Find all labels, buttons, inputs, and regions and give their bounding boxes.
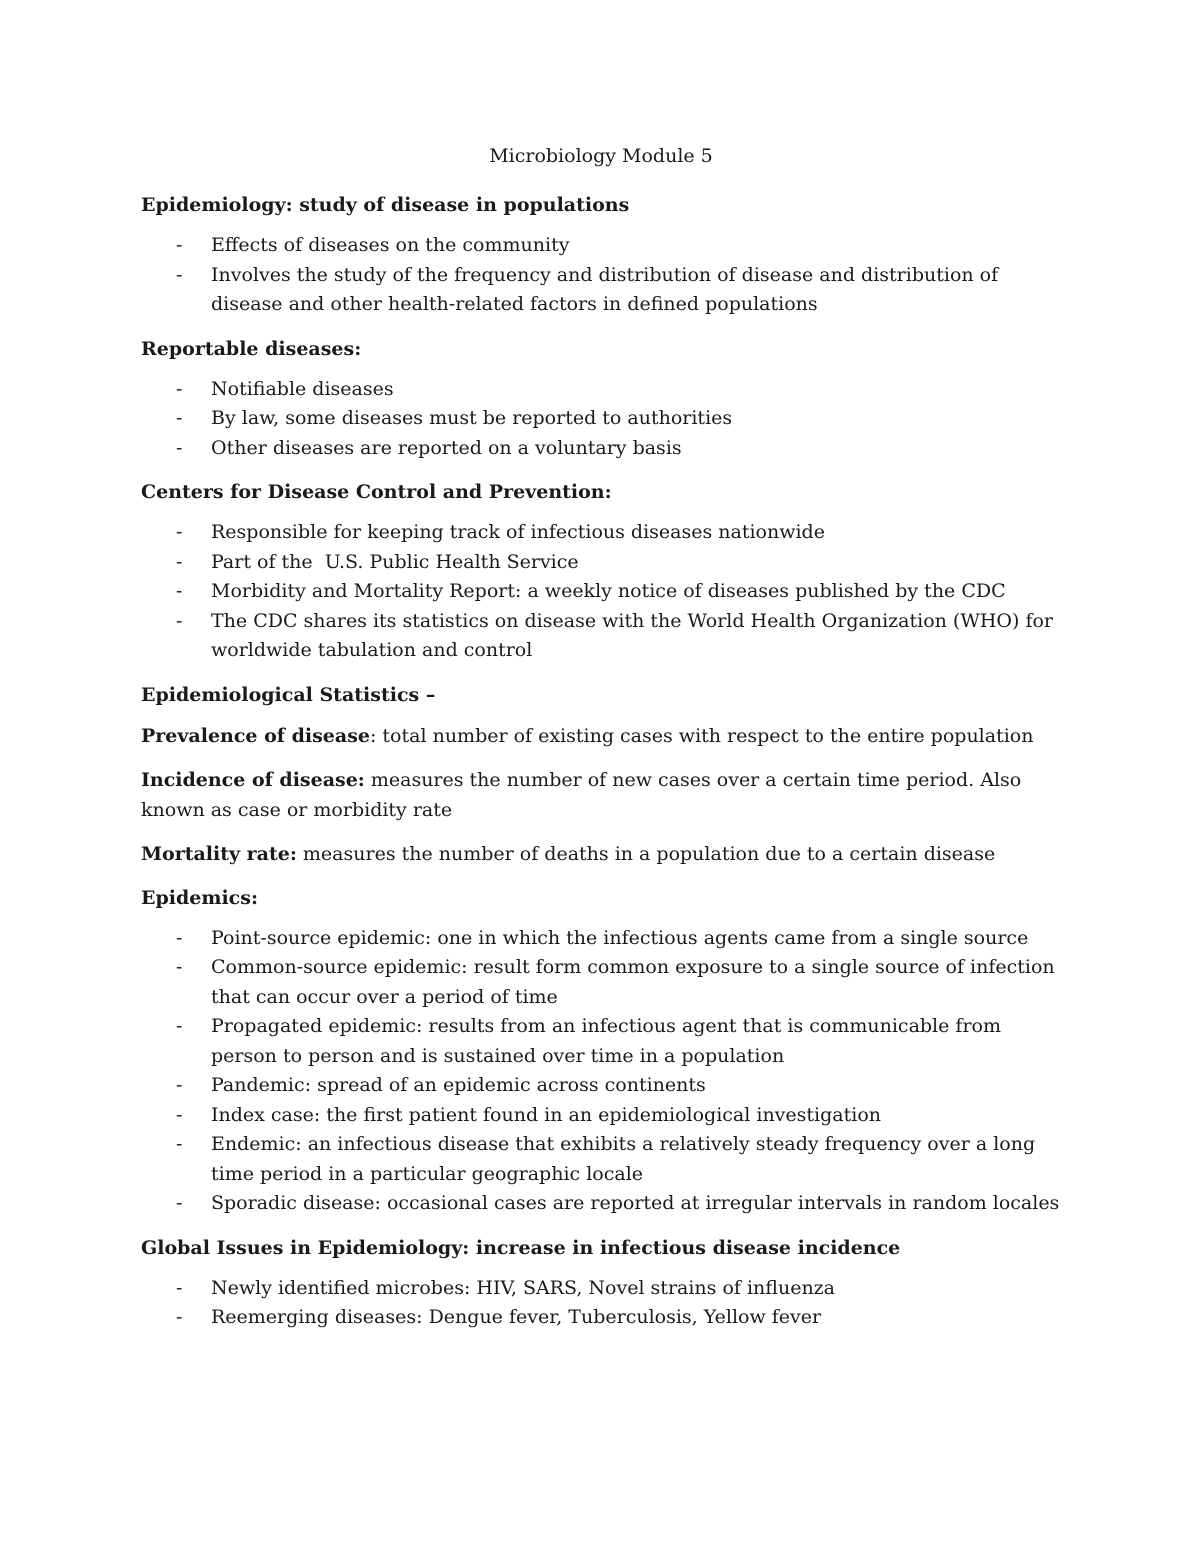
epidemiology-heading: Epidemiology: study of disease in populations — [141, 194, 630, 216]
list-item: - Morbidity and Mortality Report: a weekly notice of diseases published by the CDC — [176, 580, 1006, 602]
epidemics-list — [141, 924, 1061, 1219]
list-item: - Part of the U.S. Public Health Service — [176, 550, 579, 573]
list-item: - Responsible for keeping track of infectious diseases nationwide — [176, 521, 825, 543]
global-issues-heading: Global Issues in Epidemiology: increase in infectious disease incidence — [141, 1236, 901, 1259]
document-content — [141, 141, 1061, 1347]
reportable-diseases-list — [141, 375, 1061, 464]
mortality-definition: measures the number of deaths in a population due to a certain disease — [296, 842, 996, 865]
list-item: - Other diseases are reported on a voluntary basis — [176, 436, 682, 459]
list-item: - By law, some diseases must be reported to authorities — [176, 407, 733, 429]
list-item: - Propagated epidemic: results from an infectious agent that is communicable from person to person and is sustained over time in a population — [176, 1015, 1001, 1067]
cdc-heading: Centers for Disease Control and Prevention: — [141, 481, 612, 503]
global-issues-list — [141, 1274, 1061, 1333]
list-item: - Pandemic: spread of an epidemic across continents — [176, 1074, 706, 1096]
epidemics-heading: Epidemics: — [141, 886, 258, 909]
list-item: - Index case: the first patient found in an epidemiological investigation — [176, 1103, 882, 1126]
mortality-term: Mortality rate: — [141, 842, 297, 865]
epidemiological-statistics-heading: Epidemiological Statistics – — [141, 683, 436, 706]
prevalence-definition: : total number of existing cases with respect to the entire population — [369, 724, 1034, 747]
epidemiology-list — [141, 231, 1061, 320]
document-title: Microbiology Module 5 — [489, 145, 713, 167]
list-item: - Effects of diseases on the community — [176, 234, 570, 256]
prevalence-term: Prevalence of disease — [141, 724, 370, 747]
list-item: - Reemerging diseases: Dengue fever, Tuberculosis, Yellow fever — [176, 1306, 822, 1328]
cdc-list — [141, 518, 1061, 666]
list-item: - Endemic: an infectious disease that exhibits a relatively steady frequency over a long time period in a particular geographic locale — [176, 1133, 1036, 1185]
incidence-term: Incidence of disease: — [141, 768, 365, 791]
mortality-paragraph — [141, 839, 1061, 869]
prevalence-paragraph — [141, 721, 1061, 751]
incidence-paragraph — [141, 765, 1061, 825]
list-item: - Newly identified microbes: HIV, SARS, Novel strains of influenza — [176, 1276, 836, 1299]
reportable-diseases-heading: Reportable diseases: — [141, 337, 362, 360]
list-item: - Notifiable diseases — [176, 377, 394, 400]
list-item: - Sporadic disease: occasional cases are reported at irregular intervals in random locales — [176, 1192, 1060, 1214]
list-item: - The CDC shares its statistics on disease with the World Health Organization (WHO) for worldwide tabulation and control — [176, 609, 1054, 661]
incidence-definition: measures the number of new cases over a certain time period. Also known as case or morbidity rate — [141, 768, 1022, 821]
list-item: - Point-source epidemic: one in which the infectious agents came from a single source — [176, 926, 1029, 949]
list-item: - Common-source epidemic: result form common exposure to a single source of infection that can occur over a period of time — [176, 956, 1055, 1008]
list-item: - Involves the study of the frequency and distribution of disease and distribution of disease and other health-related factors in defined populations — [176, 263, 999, 315]
